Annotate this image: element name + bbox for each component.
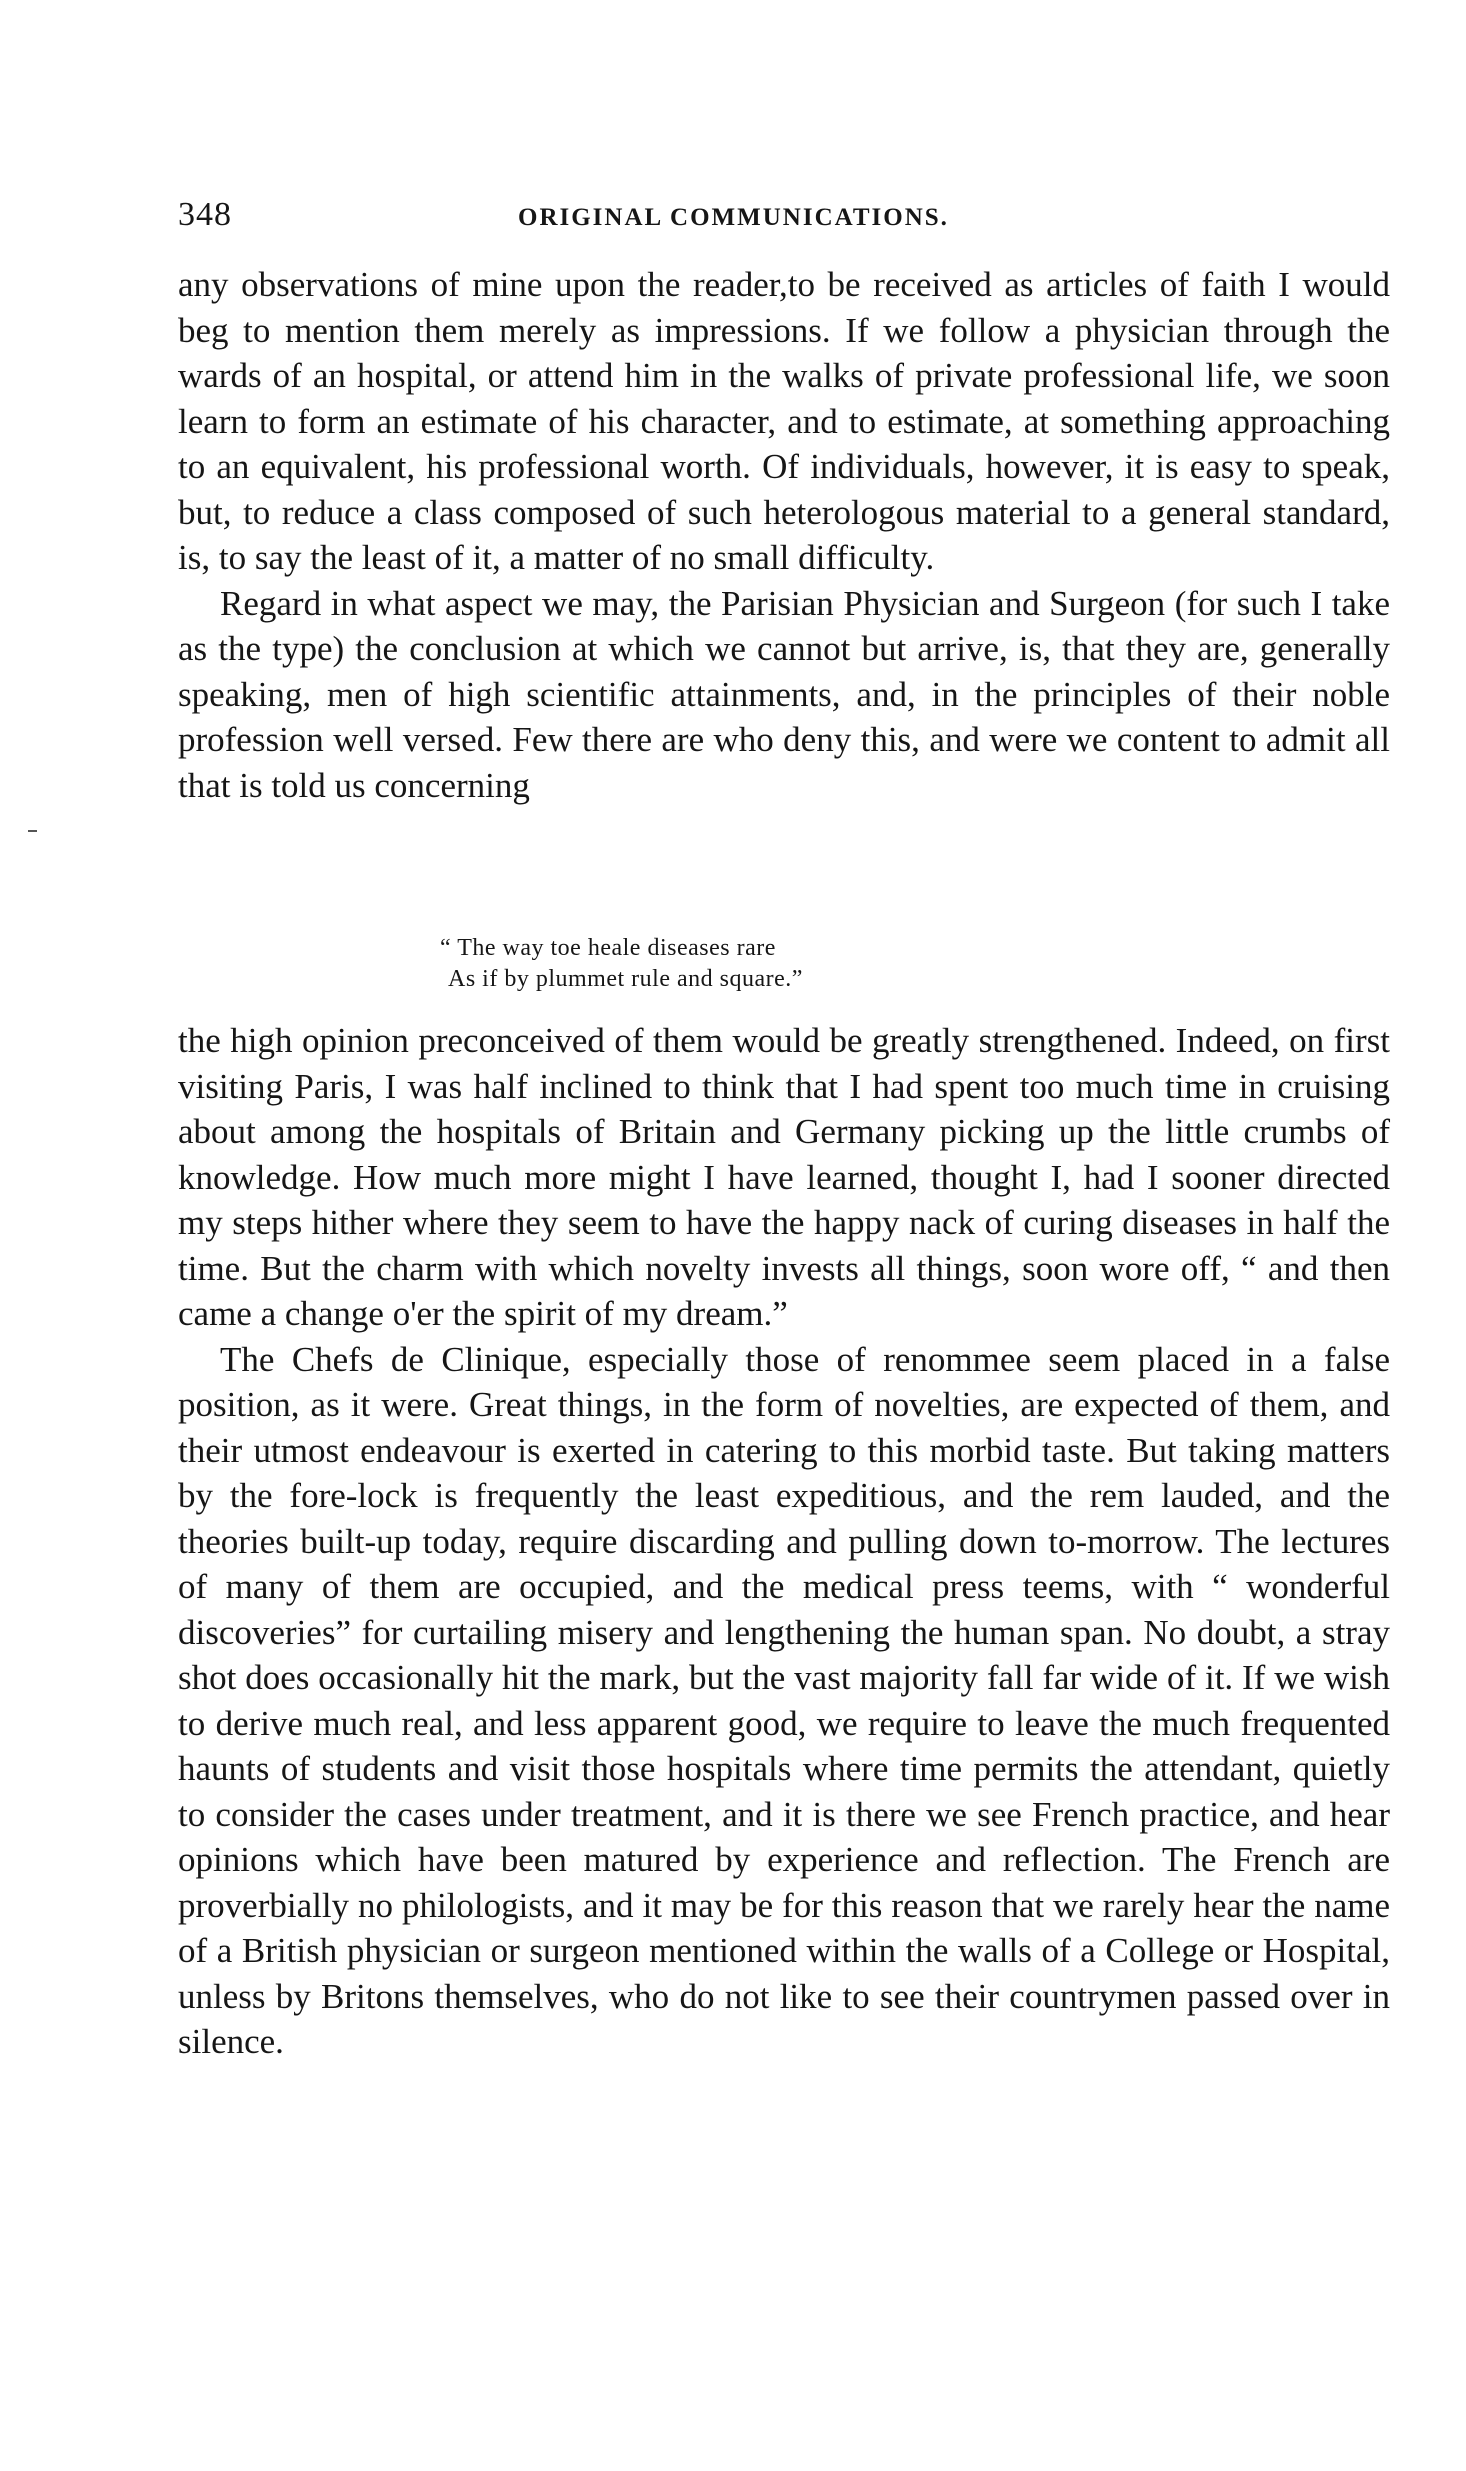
paragraph: The Chefs de Clinique, especially those of renommee seem placed in a false position, as it were. Great things, in the form of novelties, are expected of them, and their utmost endeavour is exerted in catering to this morbid taste. But taking matters by the fore-lock is frequently the least expeditious, and the rem lauded, and the theories built-up today, require discarding and pulling down to-morrow. The lectures of many of them are occupied, and the medical press teems, with “ wonderful discoveries” for curtailing misery and lengthening the human span. No doubt, a stray shot does occasionally hit the mark, but the vast majority fall far wide of it. If we wish to derive much real, and less apparent good, we require to leave the much frequented haunts of students and visit those hospitals where time permits the attendant, quietly to consider the cases under treatment, and it is there we see French practice, and hear opinions which have been matured by experience and reflection. The French are proverbially no philologists, and it may be for this reason that we rarely hear the name of a British physician or surgeon mentioned within the walls of a College or Hospital, unless by Britons themselves, who do not like to see their countrymen passed over in silence.	[178, 1339, 1390, 2061]
paragraph: Regard in what aspect we may, the Parisian Physician and Surgeon (for such I take as the type) the conclusion at which we cannot but arrive, is, that they are, generally speaking, men of high scientific attainments, and, in the principles of their noble profession well versed. Few there are who deny this, and were we content to admit all that is told us concerning	[178, 583, 1390, 805]
quote-line: “ The way toe heale diseases rare	[440, 935, 776, 961]
text-block-after-quote	[178, 1018, 1390, 2065]
verse-quotation	[440, 933, 803, 995]
paragraph: any observations of mine upon the reader,to be received as articles of faith I would beg to mention them merely as impressions. If we follow a physician through the wards of an hospital, or attend him in the walks of private professional life, we soon learn to form an estimate of his character, and to estimate, at something approaching to an equivalent, his professional worth. Of individuals, however, it is easy to speak, but, to reduce a class composed of such heterologous material to a general standard, is, to say the least of it, a matter of no small difficulty.	[178, 265, 1390, 577]
text-block-before-quote	[178, 262, 1390, 808]
page-header	[178, 196, 1388, 246]
page-number: 348	[178, 196, 232, 233]
paragraph: the high opinion preconceived of them would be greatly strengthened. Indeed, on first visiting Paris, I was half inclined to think that I had spent too much time in cruising about among the hospitals of Britain and Germany picking up the little crumbs of knowledge. How much more might I have learned, thought I, had I sooner directed my steps hither where they seem to have the happy nack of curing diseases in half the time. But the charm with which novelty invests all things, soon wore off, “ and then came a change o'er the spirit of my dream.”	[178, 1021, 1390, 1333]
running-head: ORIGINAL COMMUNICATIONS.	[518, 204, 949, 231]
margin-mark	[28, 830, 37, 832]
quote-line: As if by plummet rule and square.”	[448, 966, 803, 992]
